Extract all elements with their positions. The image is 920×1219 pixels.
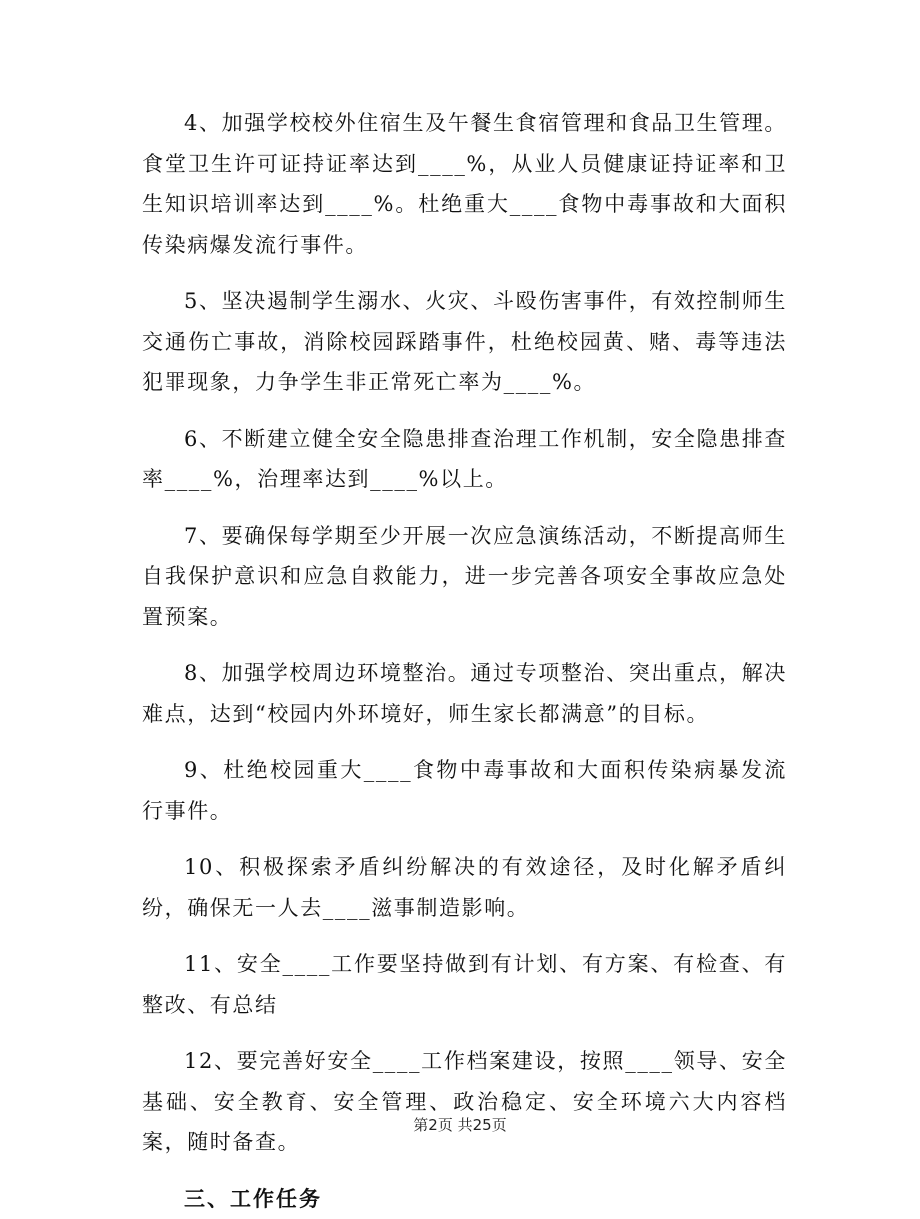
paragraph-item-8: 8、加强学校周边环境整治。通过专项整治、突出重点，解决难点，达到“校园内外环境好，师生家长都满意”的目标。 xyxy=(142,661,787,726)
paragraph-item-7: 7、要确保每学期至少开展一次应急演练活动，不断提高师生自我保护意识和应急自救能力，进一步完善各项安全事故应急处置预案。 xyxy=(142,523,787,629)
document-body xyxy=(142,103,787,1219)
section-heading: 三、工作任务 xyxy=(184,1185,322,1211)
paragraph-item-6: 6、不断建立健全安全隐患排查治理工作机制，安全隐患排查率____%，治理率达到____%以上。 xyxy=(142,426,787,491)
paragraph-item-10: 10、积极探索矛盾纠纷解决的有效途径，及时化解矛盾纠纷，确保无一人去____滋事制造影响。 xyxy=(142,855,787,920)
paragraph-item-4: 4、加强学校校外住宿生及午餐生食宿管理和食品卫生管理。食堂卫生许可证持证率达到____%，从业人员健康证持证率和卫生知识培训率达到____%。杜绝重大____食物中毒事故和大面积传染病爆发流行事件。 xyxy=(142,111,787,257)
page-number-footer: 第2页 共25页 xyxy=(413,1116,507,1134)
paragraph-item-12: 12、要完善好安全____工作档案建设，按照____领导、安全基础、安全教育、安全管理、政治稳定、安全环境六大内容档案，随时备查。 xyxy=(142,1049,787,1154)
paragraph-item-5: 5、坚决遏制学生溺水、火灾、斗殴伤害事件，有效控制师生交通伤亡事故，消除校园踩踏事件，杜绝校园黄、赌、毒等违法犯罪现象，力争学生非正常死亡率为____%。 xyxy=(142,289,787,394)
paragraph-item-11: 11、安全____工作要坚持做到有计划、有方案、有检查、有整改、有总结 xyxy=(142,952,787,1017)
paragraph-item-9: 9、杜绝校园重大____食物中毒事故和大面积传染病暴发流行事件。 xyxy=(142,758,787,823)
